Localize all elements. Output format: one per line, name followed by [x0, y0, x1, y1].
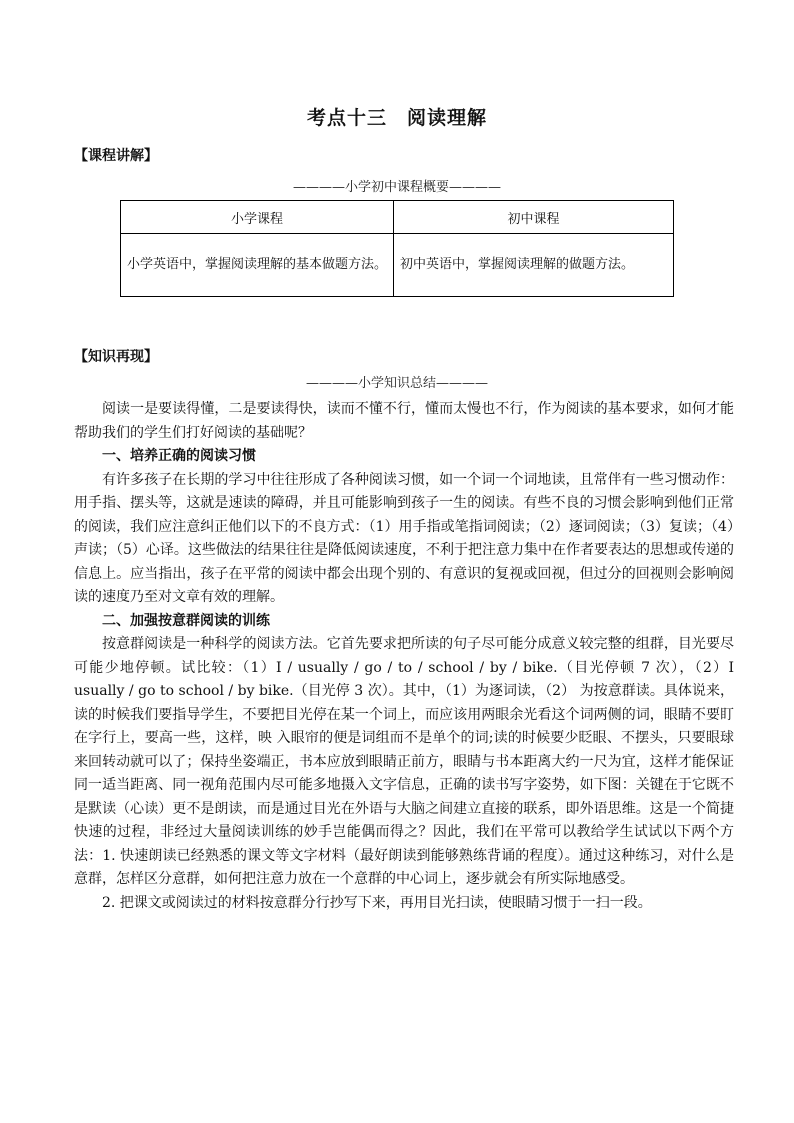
heading-sense-group: 二、加强按意群阅读的训练: [102, 612, 270, 629]
document-body: [74, 398, 734, 915]
overview-heading: ————小学初中课程概要————: [292, 180, 501, 195]
paragraph-sense-group: 按意群阅读是一种科学的阅读方法。它首先要求把所读的句子尽可能分成意义较完整的组群，目光要尽可能少地停顿。试比较：（1）I / usually / go / to / school / by / bike.（目光停顿 7 次），（2）I usually / go to school / by bike.（目光停 3 次）。其中，（1）为逐词读，（2） 为按意群读。具体说来，读的时候我们要指导学生，不要把目光停在某一个词上，而应该用两眼余光看这个词两侧的词，眼睛不要盯在字行上，要高一些，这样，映 入眼帘的便是词组而不是单个的词;读的时候要少眨眼、不摆头，只要眼球来回转动就可以了；保持坐姿端正，书本应放到眼睛正前方，眼睛与书本距离大约一尺为宜，这样才能保证同一适当距离、同一视角范围内尽可能多地摄入文字信息，正确的读书写字姿势，如下图：关键在于它既不是默读（心读）更不是朗读，而是通过目光在外语与大脑之间建立直接的联系，即外语思维。这是一个简捷快速的过程，非经过大量阅读训练的妙手岂能偶而得之？因此，我们在平常可以教给学生试试以下两个方法：1. 快速朗读已经熟悉的课文等文字材料（最好朗读到能够熟练背诵的程度）。通过这种练习，对什么是意群，怎样区分意群，如何把注意力放在一个意群的中心词上，逐步就会有所实际地感受。: [74, 636, 734, 887]
course-overview-table: [120, 200, 674, 297]
table-cell-primary: 小学英语中，掌握阅读理解的基本做题方法。: [121, 234, 394, 297]
table-header-row: [121, 201, 674, 234]
paragraph-method-two: 2. 把课文或阅读过的材料按意群分行抄写下来，再用目光扫读，使眼睛习惯于一扫一段。: [102, 894, 652, 911]
table-row: [121, 234, 674, 297]
section-label-lecture: 【课程讲解】: [74, 148, 158, 164]
page-title: 考点十三 阅读理解: [306, 107, 487, 129]
table-cell-junior: 初中英语中，掌握阅读理解的做题方法。: [394, 234, 674, 297]
intro-paragraph: 阅读一是要读得懂，二是要读得快，读而不懂不行，懂而太慢也不行，作为阅读的基本要求，如何才能帮助我们的学生们打好阅读的基础呢？: [74, 401, 734, 441]
table-header-junior: 初中课程: [394, 201, 674, 234]
paragraph-reading-habits: 有许多孩子在长期的学习中往往形成了各种阅读习惯，如一个词一个词地读，且常伴有一些习惯动作：用手指、摆头等，这就是速读的障碍，并且可能影响到孩子一生的阅读。有些不良的习惯会影响到他们正常的阅读，我们应注意纠正他们以下的不良方式：（1）用手指或笔指词阅读；（2）逐词阅读；（3）复读；（4）声读；（5）心译。这些做法的结果往往是降低阅读速度，不利于把注意力集中在作者要表达的思想或传递的信息上。应当指出，孩子在平常的阅读中都会出现个别的、有意识的复视或回视，但过分的回视则会影响阅读的速度乃至对文章有效的理解。: [74, 471, 734, 605]
table-header-primary: 小学课程: [121, 201, 394, 234]
heading-reading-habits: 一、培养正确的阅读习惯: [102, 448, 256, 464]
section-label-knowledge: 【知识再现】: [74, 349, 158, 365]
summary-heading: ————小学知识总结————: [305, 376, 488, 391]
